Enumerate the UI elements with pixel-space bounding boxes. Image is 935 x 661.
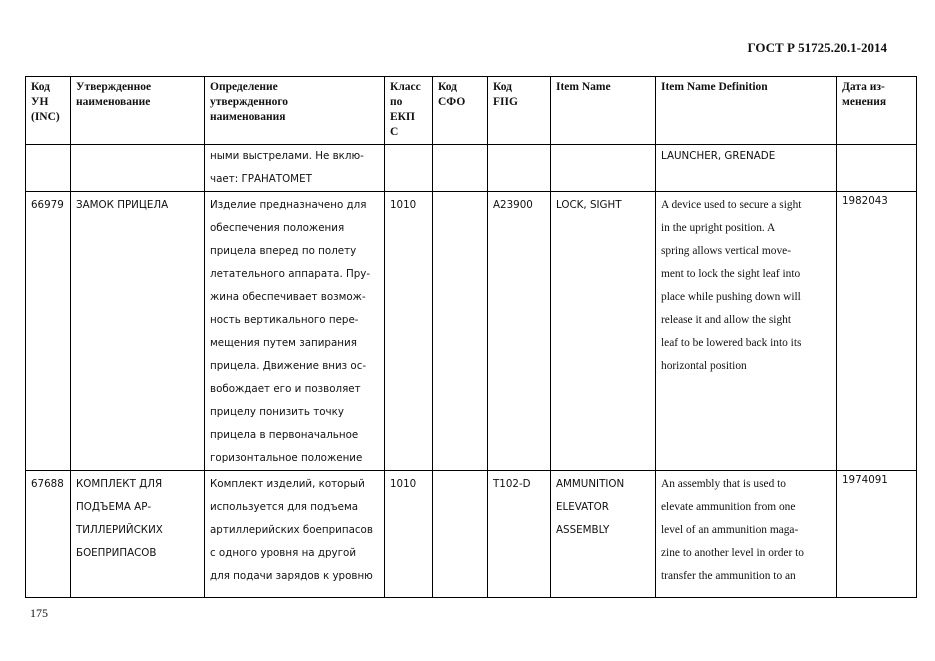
cell-inc: 66979 (26, 192, 71, 471)
cell-def-ru: Изделие предназначено для обеспечения положения прицела вперед по полету летательного аппарата. Пру- жина обеспечивает возмож- ность вертикального пере- мещения путем запирания прицела. Движение вниз ос- вобождает его и позволяет прицелу понизить точку прицела в первоначальное горизонтальное положение (205, 192, 385, 471)
page-number: 175 (30, 606, 48, 620)
cell-sfo (433, 471, 488, 598)
cell-sfo (433, 192, 488, 471)
cell-inc (26, 145, 71, 192)
cell-sfo (433, 145, 488, 192)
col-fiig: Код FIIG (488, 77, 551, 145)
table-row (26, 145, 917, 192)
col-sfo: Код СФО (433, 77, 488, 145)
cell-item-name: LOCK, SIGHT (551, 192, 656, 471)
col-definition-ru: Определение утвержденного наименования (205, 77, 385, 145)
col-approved-name: Утвержденное наименование (71, 77, 205, 145)
cell-inc: 67688 (26, 471, 71, 598)
catalog-table (25, 76, 917, 598)
header-row (26, 77, 917, 145)
cell-item-name: AMMUNITION ELEVATOR ASSEMBLY (551, 471, 656, 598)
cell-date: 1974091 (837, 471, 917, 598)
col-change-date: Дата из- менения (837, 77, 917, 145)
cell-date: 1982043 (837, 192, 917, 471)
cell-item-name (551, 145, 656, 192)
cell-def-en: A device used to secure a sight in the upright position. A spring allows vertical move- ment to lock the sight leaf into place while pushing down will release it and allow the sight leaf to be lowered back into its horizontal position (656, 192, 837, 471)
cell-def-ru: Комплект изделий, который используется для подъема артиллерийских боеприпасов с одного уровня на другой для подачи зарядов к уровню (205, 471, 385, 598)
col-item-name: Item Name (551, 77, 656, 145)
col-item-definition: Item Name Definition (656, 77, 837, 145)
cell-name-ru: КОМПЛЕКТ ДЛЯ ПОДЪЕМА АР- ТИЛЛЕРИЙСКИХ БОЕПРИПАСОВ (71, 471, 205, 598)
table-row (26, 471, 917, 598)
cell-name-ru (71, 145, 205, 192)
cell-fiig: T102-D (488, 471, 551, 598)
cell-def-en: An assembly that is used to elevate ammunition from one level of an ammunition maga- zine to another level in order to transfer the ammunition to an (656, 471, 837, 598)
cell-def-ru: ными выстрелами. Не вклю- чает: ГРАНАТОМЕТ (205, 145, 385, 192)
col-inc: Код УН (INC) (26, 77, 71, 145)
cell-name-ru: ЗАМОК ПРИЦЕЛА (71, 192, 205, 471)
cell-class: 1010 (385, 192, 433, 471)
standard-header: ГОСТ Р 51725.20.1-2014 (747, 40, 887, 55)
cell-fiig: A23900 (488, 192, 551, 471)
table-row (26, 192, 917, 471)
cell-def-en: LAUNCHER, GRENADE (656, 145, 837, 192)
col-class: Класс по ЕКП С (385, 77, 433, 145)
cell-fiig (488, 145, 551, 192)
cell-date (837, 145, 917, 192)
cell-class: 1010 (385, 471, 433, 598)
cell-class (385, 145, 433, 192)
